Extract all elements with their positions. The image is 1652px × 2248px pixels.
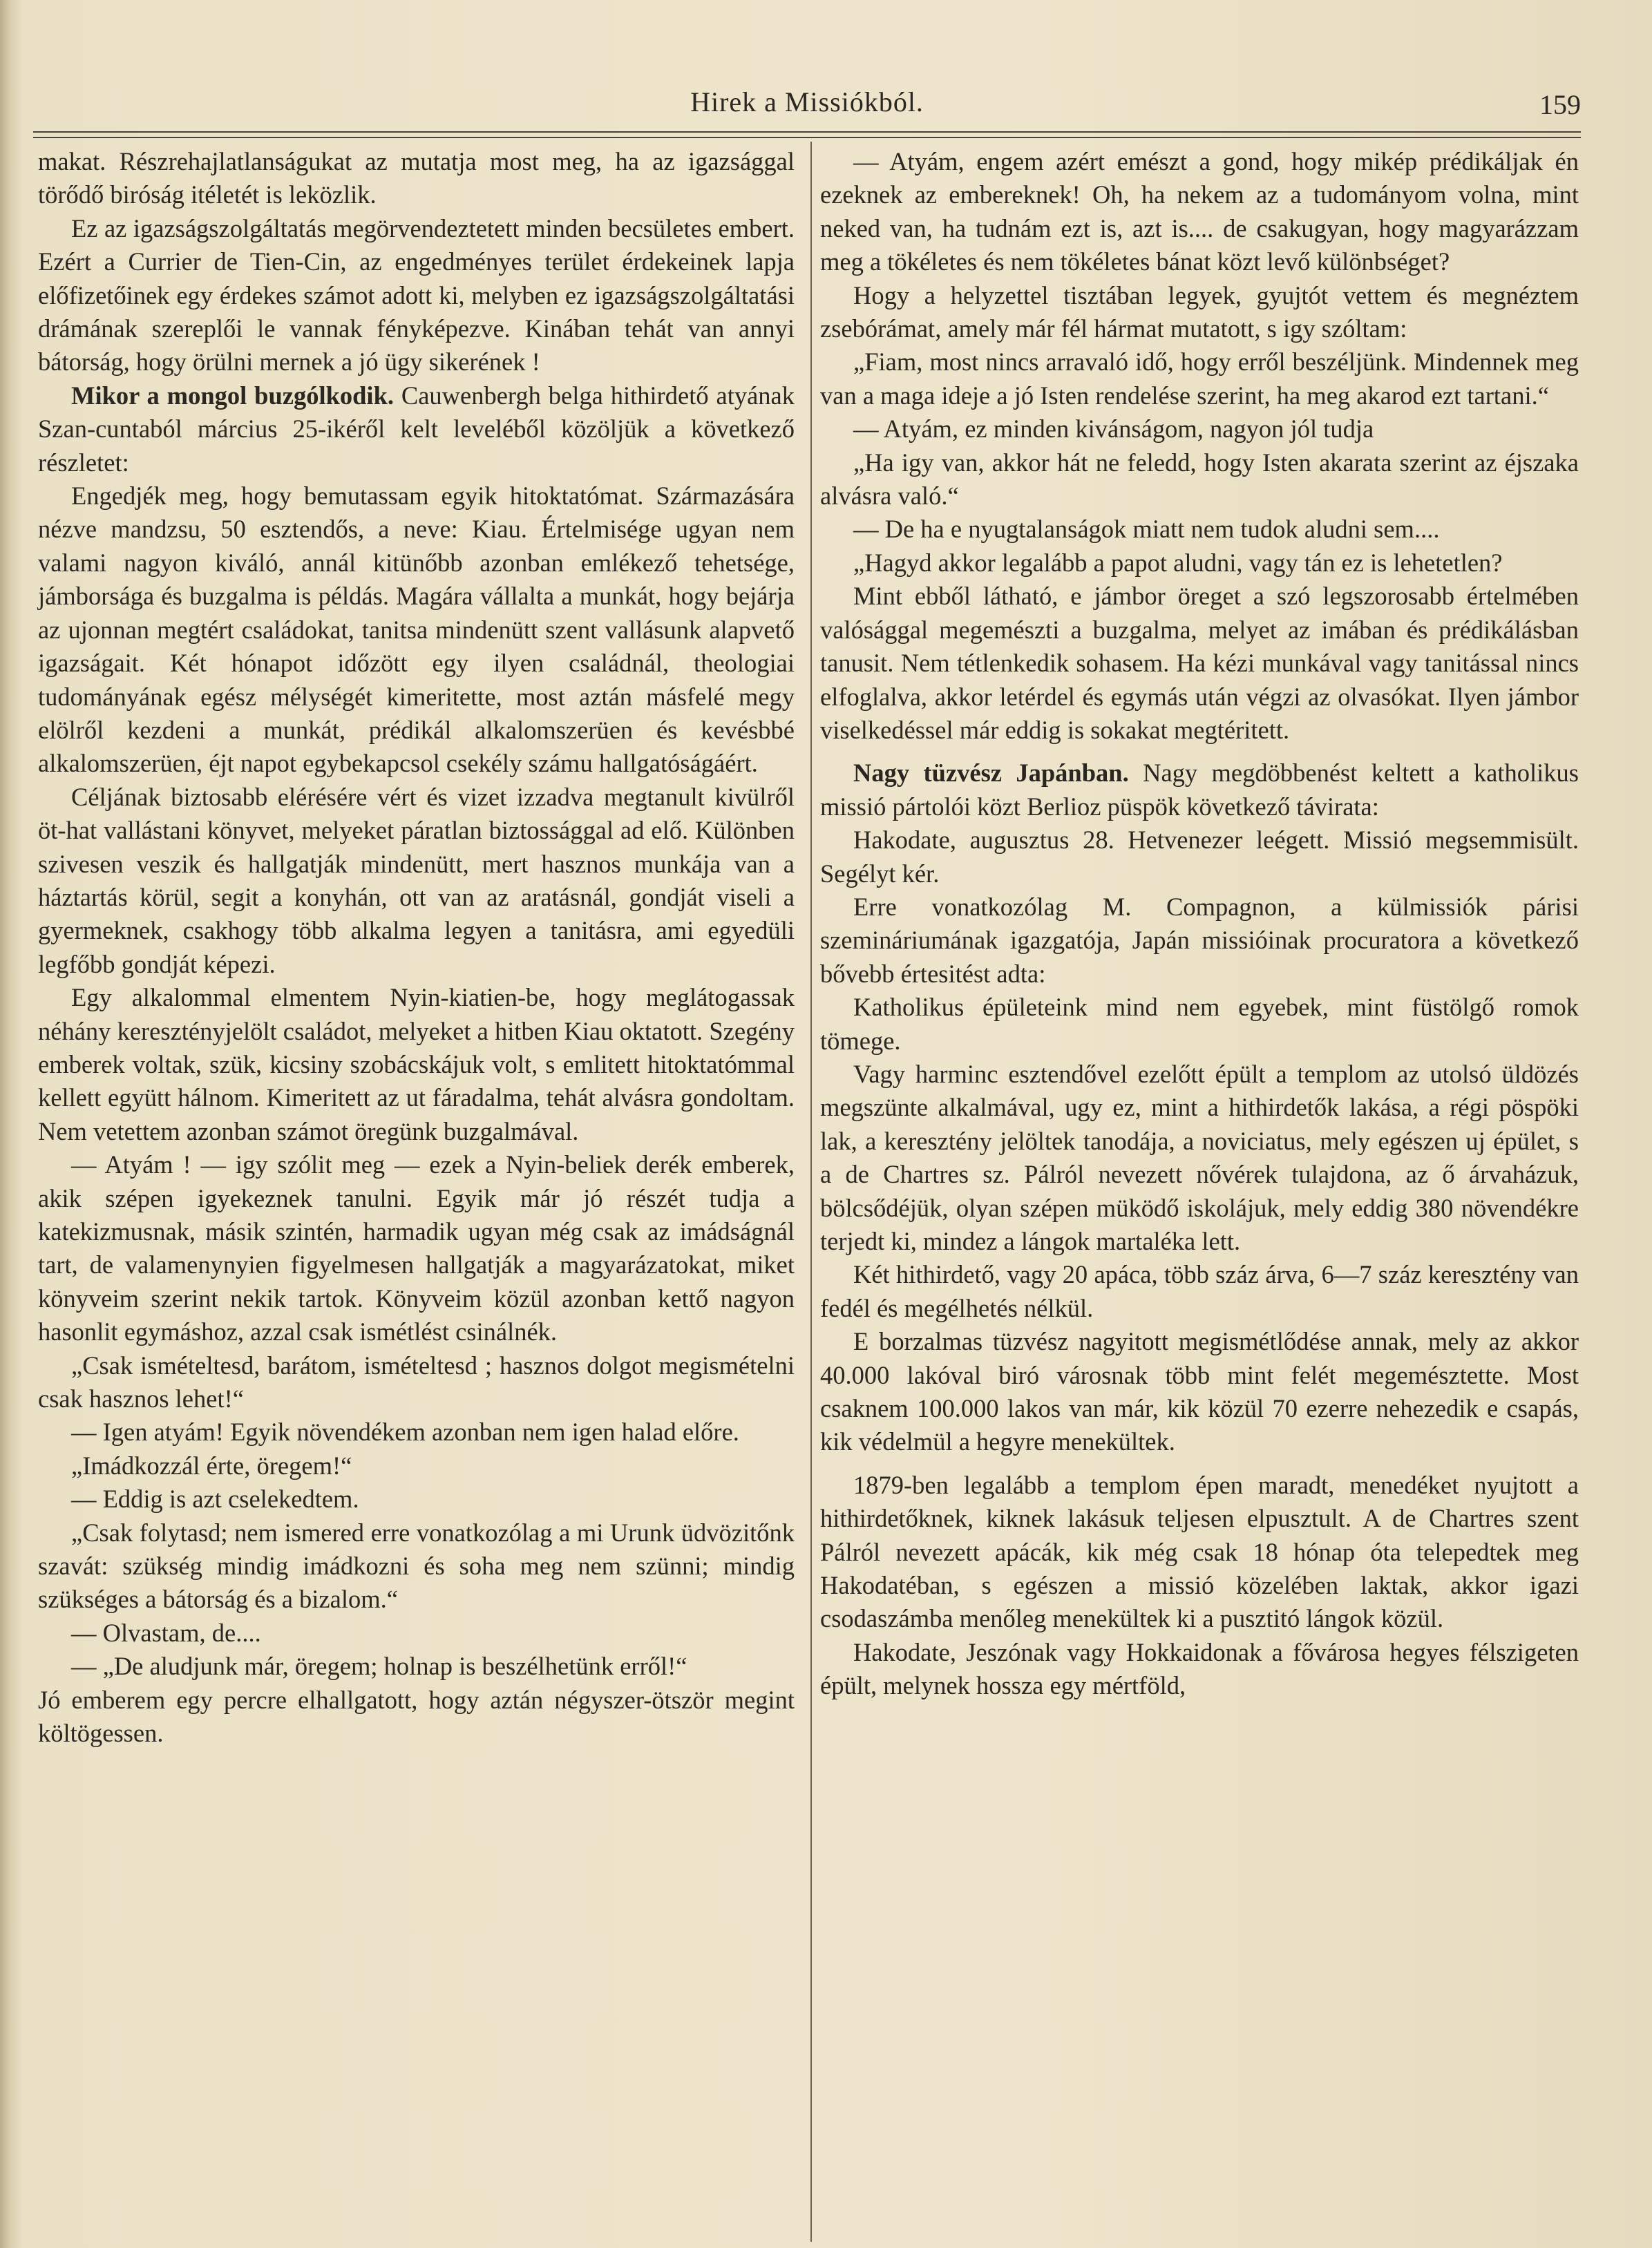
header-rule-bottom	[33, 137, 1581, 138]
paragraph	[38, 1148, 795, 1349]
paragraph	[820, 1636, 1579, 1703]
section-heading: Nagy tüzvész Japánban.	[853, 759, 1129, 788]
paragraph-text: makat. Részrehajlatlanságukat az mutatja most meg, ha az igazsággal törődő biróság itéletét is leközlik.	[38, 147, 795, 209]
left-column	[38, 145, 795, 1751]
paragraph	[38, 479, 795, 781]
page-header	[33, 77, 1581, 133]
paragraph	[38, 981, 795, 1148]
paragraph-text: — Atyám, ez minden kivánságom, nagyon jól tudja	[853, 415, 1374, 444]
paragraph	[820, 513, 1579, 546]
running-title: Hirek a Missiókból.	[690, 86, 924, 117]
paragraph	[38, 1483, 795, 1516]
paragraph	[820, 1258, 1579, 1325]
paragraph	[38, 1684, 795, 1751]
paragraph	[820, 823, 1579, 890]
paragraph-text: 1879-ben legalább a templom épen maradt, menedéket nyujtott a hithirdetőknek, kiknek lakásuk teljesen elpusztult. A de Chartres szent Pálról nevezett apácák, kik még csak 18 hónap óta telepedtek meg Hakodatéban, s egészen a missió közelében laktak, akkor igazi csodaszámba menőleg menekültek ki a pusztitó lángok közül.	[820, 1470, 1579, 1633]
paragraph	[38, 1449, 795, 1483]
section-heading: Mikor a mongol buzgólkodik.	[71, 381, 394, 410]
paragraph	[820, 991, 1579, 1058]
paragraph	[820, 446, 1579, 513]
paragraph	[820, 546, 1579, 580]
paragraph-text: Mint ebből látható, e jámbor öreget a szó legszorosabb értelmében valósággal megemészti a buzgalma, melyet az imában és prédikálásban tanusit. Nem tétlenkedik sohasem. Ha kézi munkával vagy tanitással nincs elfoglalva, akkor letérdel és egymás után végzi az olvasókat. Ilyen jámbor viselkedéssel már eddig is sokakat megtéritett.	[820, 582, 1579, 744]
paragraph	[820, 890, 1579, 991]
paragraph	[38, 212, 795, 379]
paragraph	[820, 279, 1579, 346]
paragraph	[38, 1650, 795, 1683]
paragraph-text: — „De aludjunk már, öregem; holnap is beszélhetünk erről!“	[71, 1652, 687, 1681]
paragraph-text: „Imádkozzál érte, öregem!“	[71, 1451, 352, 1480]
paragraph	[38, 1617, 795, 1650]
paragraph-text: E borzalmas tüzvész nagyitott megismétlődése annak, mely az akkor 40.000 lakóval biró városnak több mint felét megemésztette. Most csaknem 100.000 lakos van már, kik közül 70 ezerre nehezedik e csapás, kik védelmül a hegyre menekültek.	[820, 1327, 1579, 1456]
paragraph	[38, 379, 795, 479]
paragraph-text: Hogy a helyzettel tisztában legyek, gyujtót vettem és megnéztem zsebórámat, amely már fél hármat mutatott, s igy szóltam:	[820, 280, 1579, 343]
paragraph-text: Erre vonatkozólag M. Compagnon, a külmissiók párisi szemináriumának igazgatója, Japán missióinak procuratora a következő bővebb értesitést adta:	[820, 892, 1579, 988]
paragraph-text: Engedjék meg, hogy bemutassam egyik hitoktatómat. Származására nézve mandzsu, 50 esztendős, a neve: Kiau. Értelmisége ugyan nem valami nagyon kiváló, annál kitünőbb azonban emlékező tehetsége, jámborsága és buzgalma is példás. Magára vállalta a munkát, hogy bejárja az ujonnan megtért családokat, tanitsa mindenütt szent vallásunk alapvető igazságait. Két hónapot időzött egy ilyen családnál, theologiai tudományának egész mélységét kimeritette, most aztán másfelé megy elölről kezdeni a munkát, prédikál alkalomszerüen és kevésbbé alkalomszerüen, éjt napot egybekapcsol csekély számu hallgatóságáért.	[38, 482, 795, 778]
paragraph-text: Hakodate, Jeszónak vagy Hokkaidonak a fővárosa hegyes félszigeten épült, melynek hossza egy mértföld,	[820, 1637, 1579, 1700]
paragraph	[38, 781, 795, 981]
paragraph-text: — De ha e nyugtalanságok miatt nem tudok aludni sem....	[853, 515, 1440, 544]
paragraph	[820, 756, 1579, 823]
paragraph-text: — Olvastam, de....	[71, 1618, 261, 1647]
paragraph	[820, 412, 1579, 446]
paragraph-text: „Ha igy van, akkor hát ne feledd, hogy Isten akarata szerint az éjszaka alvásra való.“	[820, 448, 1579, 511]
paragraph	[820, 1325, 1579, 1459]
paragraph	[38, 1516, 795, 1617]
paragraph	[820, 145, 1579, 279]
paragraph-text: Jó emberem egy percre elhallgatott, hogy aztán négyszer-ötször megint költögessen.	[38, 1685, 795, 1748]
paragraph-text: „Csak ismételtesd, barátom, ismételtesd ; hasznos dolgot megismételni csak hasznos lehet!“	[38, 1351, 795, 1413]
paragraph-text: Egy alkalommal elmentem Nyin-kiatien-be, hogy meglátogassak néhány keresztényjelölt családot, melyeket a hitben Kiau oktatott. Szegény emberek voltak, szük, kicsiny szobácskájuk volt, s emlitett hitoktatómmal kellett együtt hálnom. Kimeritett az ut fáradalma, tehát alvásra gondoltam. Nem vetettem azonban számot öregünk buzgalmával.	[38, 983, 795, 1145]
paragraph-text: „Hagyd akkor legalább a papot aludni, vagy tán ez is lehetetlen?	[853, 548, 1503, 577]
paragraph-text: Ez az igazságszolgáltatás megörvendeztetett minden becsületes embert. Ezért a Currier de Tien-Cin, az engedményes terület érdekeinek lapja előfizetőinek egy érdekes számot adott ki, melyben ez igazságszolgáltatási drámának szereplői le vannak fényképezve. Kinában tehát van annyi bátorság, hogy örülni mernek a jó ügy sikerének !	[38, 213, 795, 377]
paragraph-text: Céljának biztosabb elérésére vért és vizet izzadva megtanult kivülről öt-hat vallástani könyvet, melyeket páratlan biztossággal ad elő. Különben szivesen veszik és hallgatják mindenütt, mert hasznos munkája van a háztartás körül, segit a konyhán, ott van az aratásnál, gondját viseli a gyermeknek, csakhogy több alkalma legyen a tanitásra, ami egyedüli legfőbb gondját képezi.	[38, 782, 795, 978]
paragraph-text: Cauwenbergh belga hithirdető atyának Szan-cuntaból március 25-ikéről kelt leveléből közöljük a következő részletet:	[38, 381, 795, 477]
header-rule-top	[33, 131, 1581, 133]
paragraph-text: Katholikus épületeink mind nem egyebek, mint füstölgő romok tömege.	[820, 993, 1579, 1055]
paragraph-text: „Fiam, most nincs arravaló idő, hogy erről beszéljünk. Mindennek meg van a maga ideje a jó Isten rendelése szerint, ha meg akarod ezt tartani.“	[820, 347, 1579, 410]
paragraph-text: Két hithirdető, vagy 20 apáca, több száz árva, 6—7 száz keresztény van fedél és megélhetés nélkül.	[820, 1260, 1579, 1322]
paragraph	[820, 1058, 1579, 1258]
paragraph	[38, 1349, 795, 1416]
paragraph	[38, 145, 795, 212]
paragraph-text: „Csak folytasd; nem ismered erre vonatkozólag a mi Urunk üdvözitőnk szavát: szükség mindig imádkozni és soha meg nem szünni; mindig szükséges a bátorság és a bizalom.“	[38, 1518, 795, 1614]
paragraph-text: Vagy harminc esztendővel ezelőtt épült a templom az utolsó üldözés megszünte alkalmával, ugy ez, mint a hithirdetők lakása, a régi pöspöki lak, a keresztény jelöltek tanodája, a noviciatus, mely egészen uj épület, s a de Chartres sz. Pálról nevezett nővérek tulajdona, az ő árvaházuk, bölcsődéjük, olyan szépen müködő iskolájuk, mely eddig 380 növendékre terjedt ki, mindez a lángok martaléka lett.	[820, 1059, 1579, 1255]
paragraph-text: — Igen atyám! Egyik növendékem azonban nem igen halad előre.	[71, 1418, 739, 1447]
paragraph-text: Hakodate, augusztus 28. Hetvenezer leégett. Missió megsemmisült. Segélyt kér.	[820, 826, 1579, 888]
paragraph	[820, 1469, 1579, 1636]
paragraph	[820, 580, 1579, 747]
right-column	[820, 145, 1579, 1703]
page-number: 159	[1539, 89, 1581, 120]
paragraph-text: Nagy megdöbbenést keltett a katholikus missió pártolói közt Berlioz püspök következő távirata:	[820, 759, 1579, 821]
paragraph-text: — Atyám, engem azért emészt a gond, hogy mikép prédikáljak én ezeknek az embereknek! Oh, ha nekem az a tudományom volna, mint neked van, ha tudnám ezt is, azt is.... de csakugyan, hogy magyarázzam meg a tökéletes és nem tökéletes bánat közt levő különbséget?	[820, 147, 1579, 276]
paragraph	[820, 345, 1579, 412]
column-divider	[810, 142, 812, 2242]
paragraph	[38, 1416, 795, 1449]
paragraph-text: — Atyám ! — igy szólit meg — ezek a Nyin-beliek derék emberek, akik szépen igyekeznek tanulni. Egyik már jó részét tudja a katekizmusnak, másik szintén, harmadik ugyan még csak az imádságnál tart, de valamenynyien figyelmesen hallgatják a magyarázatokat, miket könyveim szerint nekik tartok. Könyveim közül azonban kettő nagyon hasonlit egymáshoz, azzal csak ismétlést csinálnék.	[38, 1150, 795, 1346]
paragraph-text: — Eddig is azt cselekedtem.	[71, 1485, 359, 1514]
